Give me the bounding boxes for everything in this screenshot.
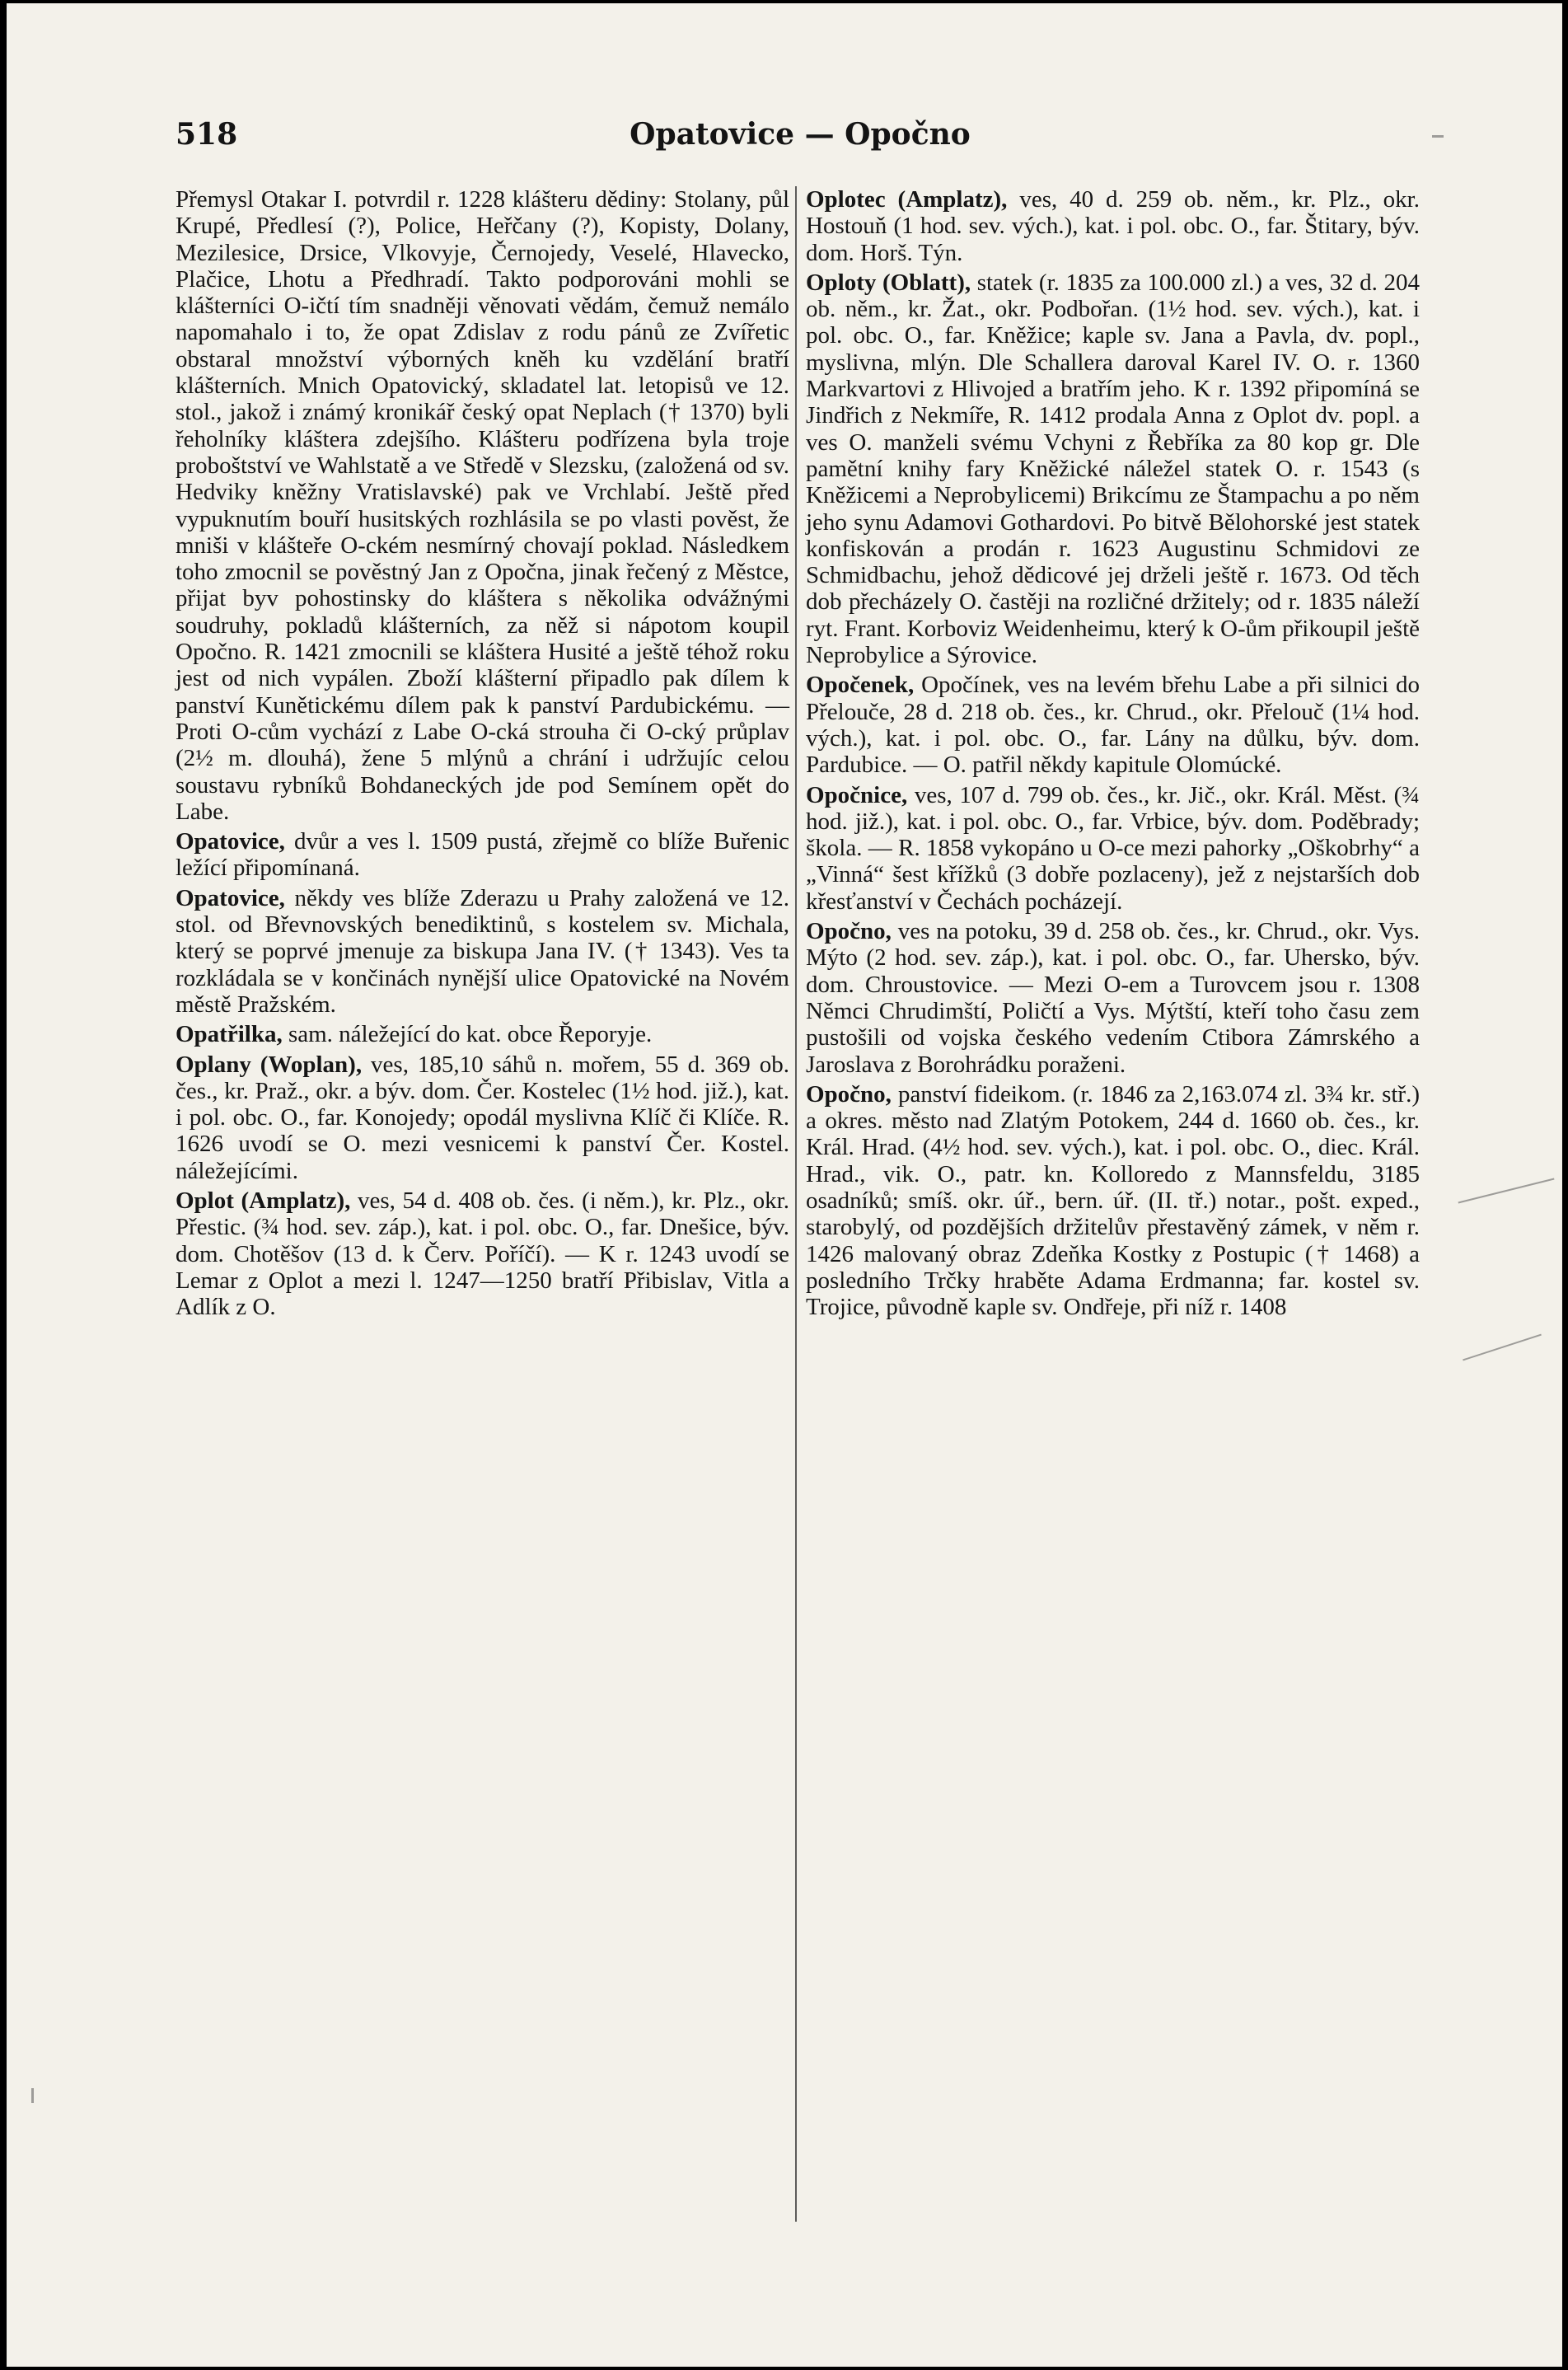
entry-text: Opočínek, ves na levém břehu Labe a při silnici do Přelouče, 28 d. 218 ob. čes., kr. Chrud., okr. Přelouč (1¼ hod. vých.), kat. i pol. obc. O., far. Lány na důlku, býv. dom. Pardubice. — O. patřil někdy kapitule Olomúcké. (806, 672, 1420, 779)
entry-opocno-panstvi (806, 1081, 1420, 1321)
entry-oplot (176, 1187, 789, 1320)
entry-text: někdy ves blíže Zderazu u Prahy založená ve 12. stol. od Břevnovských benediktinů, s kostelem sv. Michala, který se poprvé jmenuje za biskupa Jana IV. († 1343). Ves ta rozkládala se v končinách nynější ulice Opatovické na Novém městě Pražském. (176, 884, 789, 1018)
entry-opatovice-history (176, 186, 789, 825)
left-column (176, 186, 789, 1320)
entry-text: dvůr a ves l. 1509 pustá, zřejmě co blíže Buřenic ležící připomínaná. (176, 828, 789, 882)
entry-text: ves, 107 d. 799 ob. čes., kr. Jič., okr. Král. Měst. (¾ hod. již.), kat. i pol. obc. O., far. Vrbice, býv. dom. Poděbrady; škola. — R. 1858 vykopáno u O-ce mezi pahorky „Oškobrhy“ a „Vinná“ šest křížků (3 dobře pozlaceny), jež z nejstarších dob křesťanství v Čechách pocházejí. (806, 781, 1420, 915)
entry-head: Opočenek, (806, 672, 915, 699)
entry-text: panství fideikom. (r. 1846 za 2,163.074 zl. 3¾ kr. stř.) a okres. město nad Zlatým Potokem, 244 d. 1660 ob. čes., kr. Král. Hrad. (4½ hod. sev. vých.), kat. i pol. obc. O., diec. Král. Hrad., vik. O., patr. kn. Kolloredo z Mannsfeldu, 3185 osadníků; smíš. okr. úř., bern. úř. (II. tř.) notar., pošt. exped., starobylý, od pozdějších držitelův přestavěný zámek, v něm r. 1426 malovaný obraz Zdeňka Kostky z Postupic († 1468) a posledního Trčky hraběte Adama Erdmanna; far. kostel sv. Trojice, původně kaple sv. Ondřeje, při níž r. 1408 (806, 1080, 1420, 1321)
entry-head: Oploty (Oblatt), (806, 269, 971, 296)
book-page (7, 3, 1562, 2367)
page-number: 518 (176, 117, 238, 152)
entry-text: ves na potoku, 39 d. 258 ob. čes., kr. Chrud., okr. Vys. Mýto (2 hod. sev. záp.), kat. i pol. obc. O., far. Uhersko, býv. dom. Chroustovice. — Mezi O-em a Turovcem jsou r. 1308 Němci Chrudimští, Poličtí a Vys. Mýtští, kteří toho času zem pustošili od vojska českého vedením Ctibora Zámrského a Jaroslava z Borohrádku poraženi. (806, 918, 1420, 1078)
entry-opocnice (806, 782, 1420, 915)
entry-head: Oplotec (Amplatz), (806, 186, 1008, 213)
entry-head: Oplany (Woplan), (176, 1051, 363, 1078)
entry-opocenek (806, 672, 1420, 778)
entry-text: ves, 185,10 sáhů n. mořem, 55 d. 369 ob. čes., kr. Praž., okr. a býv. dom. Čer. Kostelec (1½ hod. již.), kat. i pol. obc. O., far. Konojedy; opodál myslivna Klíč či Klíče. R. 1626 uvodí se O. mezi vesnicemi k panství Čer. Kostel. náležejícími. (176, 1051, 789, 1184)
entry-head: Opočno, (806, 1080, 892, 1108)
entry-opatrilka (176, 1021, 789, 1047)
entry-head: Opočnice, (806, 781, 908, 808)
entry-opocno-ves (806, 918, 1420, 1078)
entry-text: sam. náležející do kat. obce Řeporyje. (282, 1021, 653, 1048)
entry-text: ves, 54 d. 408 ob. čes. (i něm.), kr. Plz., okr. Přestic. (¾ hod. sev. záp.), kat. i pol. obc. O., far. Dnešice, býv. dom. Chotěšov (13 d. k Červ. Poříčí). — K r. 1243 uvodí se Lemar z Oplot a mezi l. 1247—1250 bratří Přibislav, Vitla a Adlík z O. (176, 1187, 789, 1321)
entry-text: ves, 40 d. 259 ob. něm., kr. Plz., okr. Hostouň (1 hod. sev. vých.), kat. i pol. obc. O., far. Štitary, býv. dom. Horš. Týn. (806, 186, 1420, 266)
entry-oploty (806, 269, 1420, 668)
entry-head: Opatovice, (176, 884, 285, 911)
entry-text: statek (r. 1835 za 100.000 zl.) a ves, 32 d. 204 ob. něm., kr. Žat., okr. Podbořan. (1½ hod. sev. vých.), kat. i pol. obc. O., far. Kněžice; kaple sv. Jana a Pavla, dv. popl., myslivna, mlýn. Dle Schallera daroval Karel IV. O. r. 1360 Markvartovi z Hlivojed a bratřím jeho. K r. 1392 připomíná se Jindřich z Nekmíře, R. 1412 prodala Anna z Oplot dv. popl. a ves O. manželi svému Vchyni z Řebříka za 80 kop gr. Dle pamětní knihy fary Kněžické náležel statek O. r. 1543 (s Kněžicemi a Neprobylicemi) Brikcímu ze Štampachu a po něm jeho synu Adamovi Gothardovi. Po bitvě Bělohorské jest statek konfiskován a prodán r. 1623 Augustinu Schmidovi ze Schmidbachu, jehož dědicové jej drželi ještě r. 1673. Od těch dob přecházely O. častěji na rozličné držitely; od r. 1835 náleží ryt. Frant. Korboviz Weidenheimu, který k O-ům přikoupil ještě Neprobylice a Sýrovice. (806, 269, 1420, 669)
margin-pencil-stroke (1458, 1178, 1555, 1204)
margin-mark (1432, 135, 1444, 138)
margin-mark (31, 2088, 34, 2103)
margin-pencil-stroke (1463, 1334, 1542, 1361)
page-header (176, 117, 1425, 158)
column-divider (795, 186, 797, 2222)
entry-opatovice-dvur (176, 828, 789, 882)
entry-text: Přemysl Otakar I. potvrdil r. 1228 klášteru dědiny: Stolany, půl Krupé, Předlesí (?), Police, Heřčany (?), Kopisty, Dolany, Mezilesice, Drsice, Vlkovyje, Černojedy, Veselé, Hlavecko, Plačice, Lhotu a Předhradí. Takto podporováni mohli se klášterníci O-ičtí tím snadněji věnovati vědám, čemuž nemálo napomahalo i to, že opat Zdislav z rodu pánů ze Zvířetic obstaral množství výborných kněh ku vzdělání bratří klášterních. Mnich Opatovický, skladatel lat. letopisů ve 12. stol., jakož i známý kronikář český opat Neplach († 1370) byli řeholníky kláštera zdejšího. Klášteru podřízena byla troje proboštství ve Wahlstatě a ve Středě v Slezsku, (založená od sv. Hedviky kněžny Vratislavské) pak ve Vrchlabí. Ještě před vypuknutím bouří husitských rozhlásila se po vlasti pověst, že mniši v klášteře O-ckém nesmírný chovají poklad. Následkem toho zmocnil se pověstný Jan z Opočna, jinak řečený z Městce, přijat byv pohostinsky do kláštera s několika odvážnými soudruhy, pokladů klášterních, za něž si nápotom koupil Opočno. R. 1421 zmocnili se kláštera Husité a ještě téhož roku jest od nich vypálen. Zboží klášterní připadlo pak dílem k panství Kunětickému dílem pak k panství Pardubickému. — Proti O-cům vychází z Labe O-cká strouha či O-cký průplav (2½ m. dlouhá), žene 5 mlýnů a chrání i udržujíc celou soustavu rybníků Bohdaneckých jde pod Semínem opět do Labe. (176, 186, 789, 825)
entry-head: Opatřilka, (176, 1021, 283, 1048)
entry-oplany (176, 1052, 789, 1184)
entry-head: Opočno, (806, 918, 892, 945)
right-column (806, 186, 1420, 1320)
running-title: Opatovice — Opočno (630, 117, 971, 152)
entry-oplotec (806, 186, 1420, 266)
entry-opatovice-zderaz (176, 885, 789, 1018)
entry-head: Opatovice, (176, 828, 285, 855)
entry-head: Oplot (Amplatz), (176, 1187, 351, 1214)
